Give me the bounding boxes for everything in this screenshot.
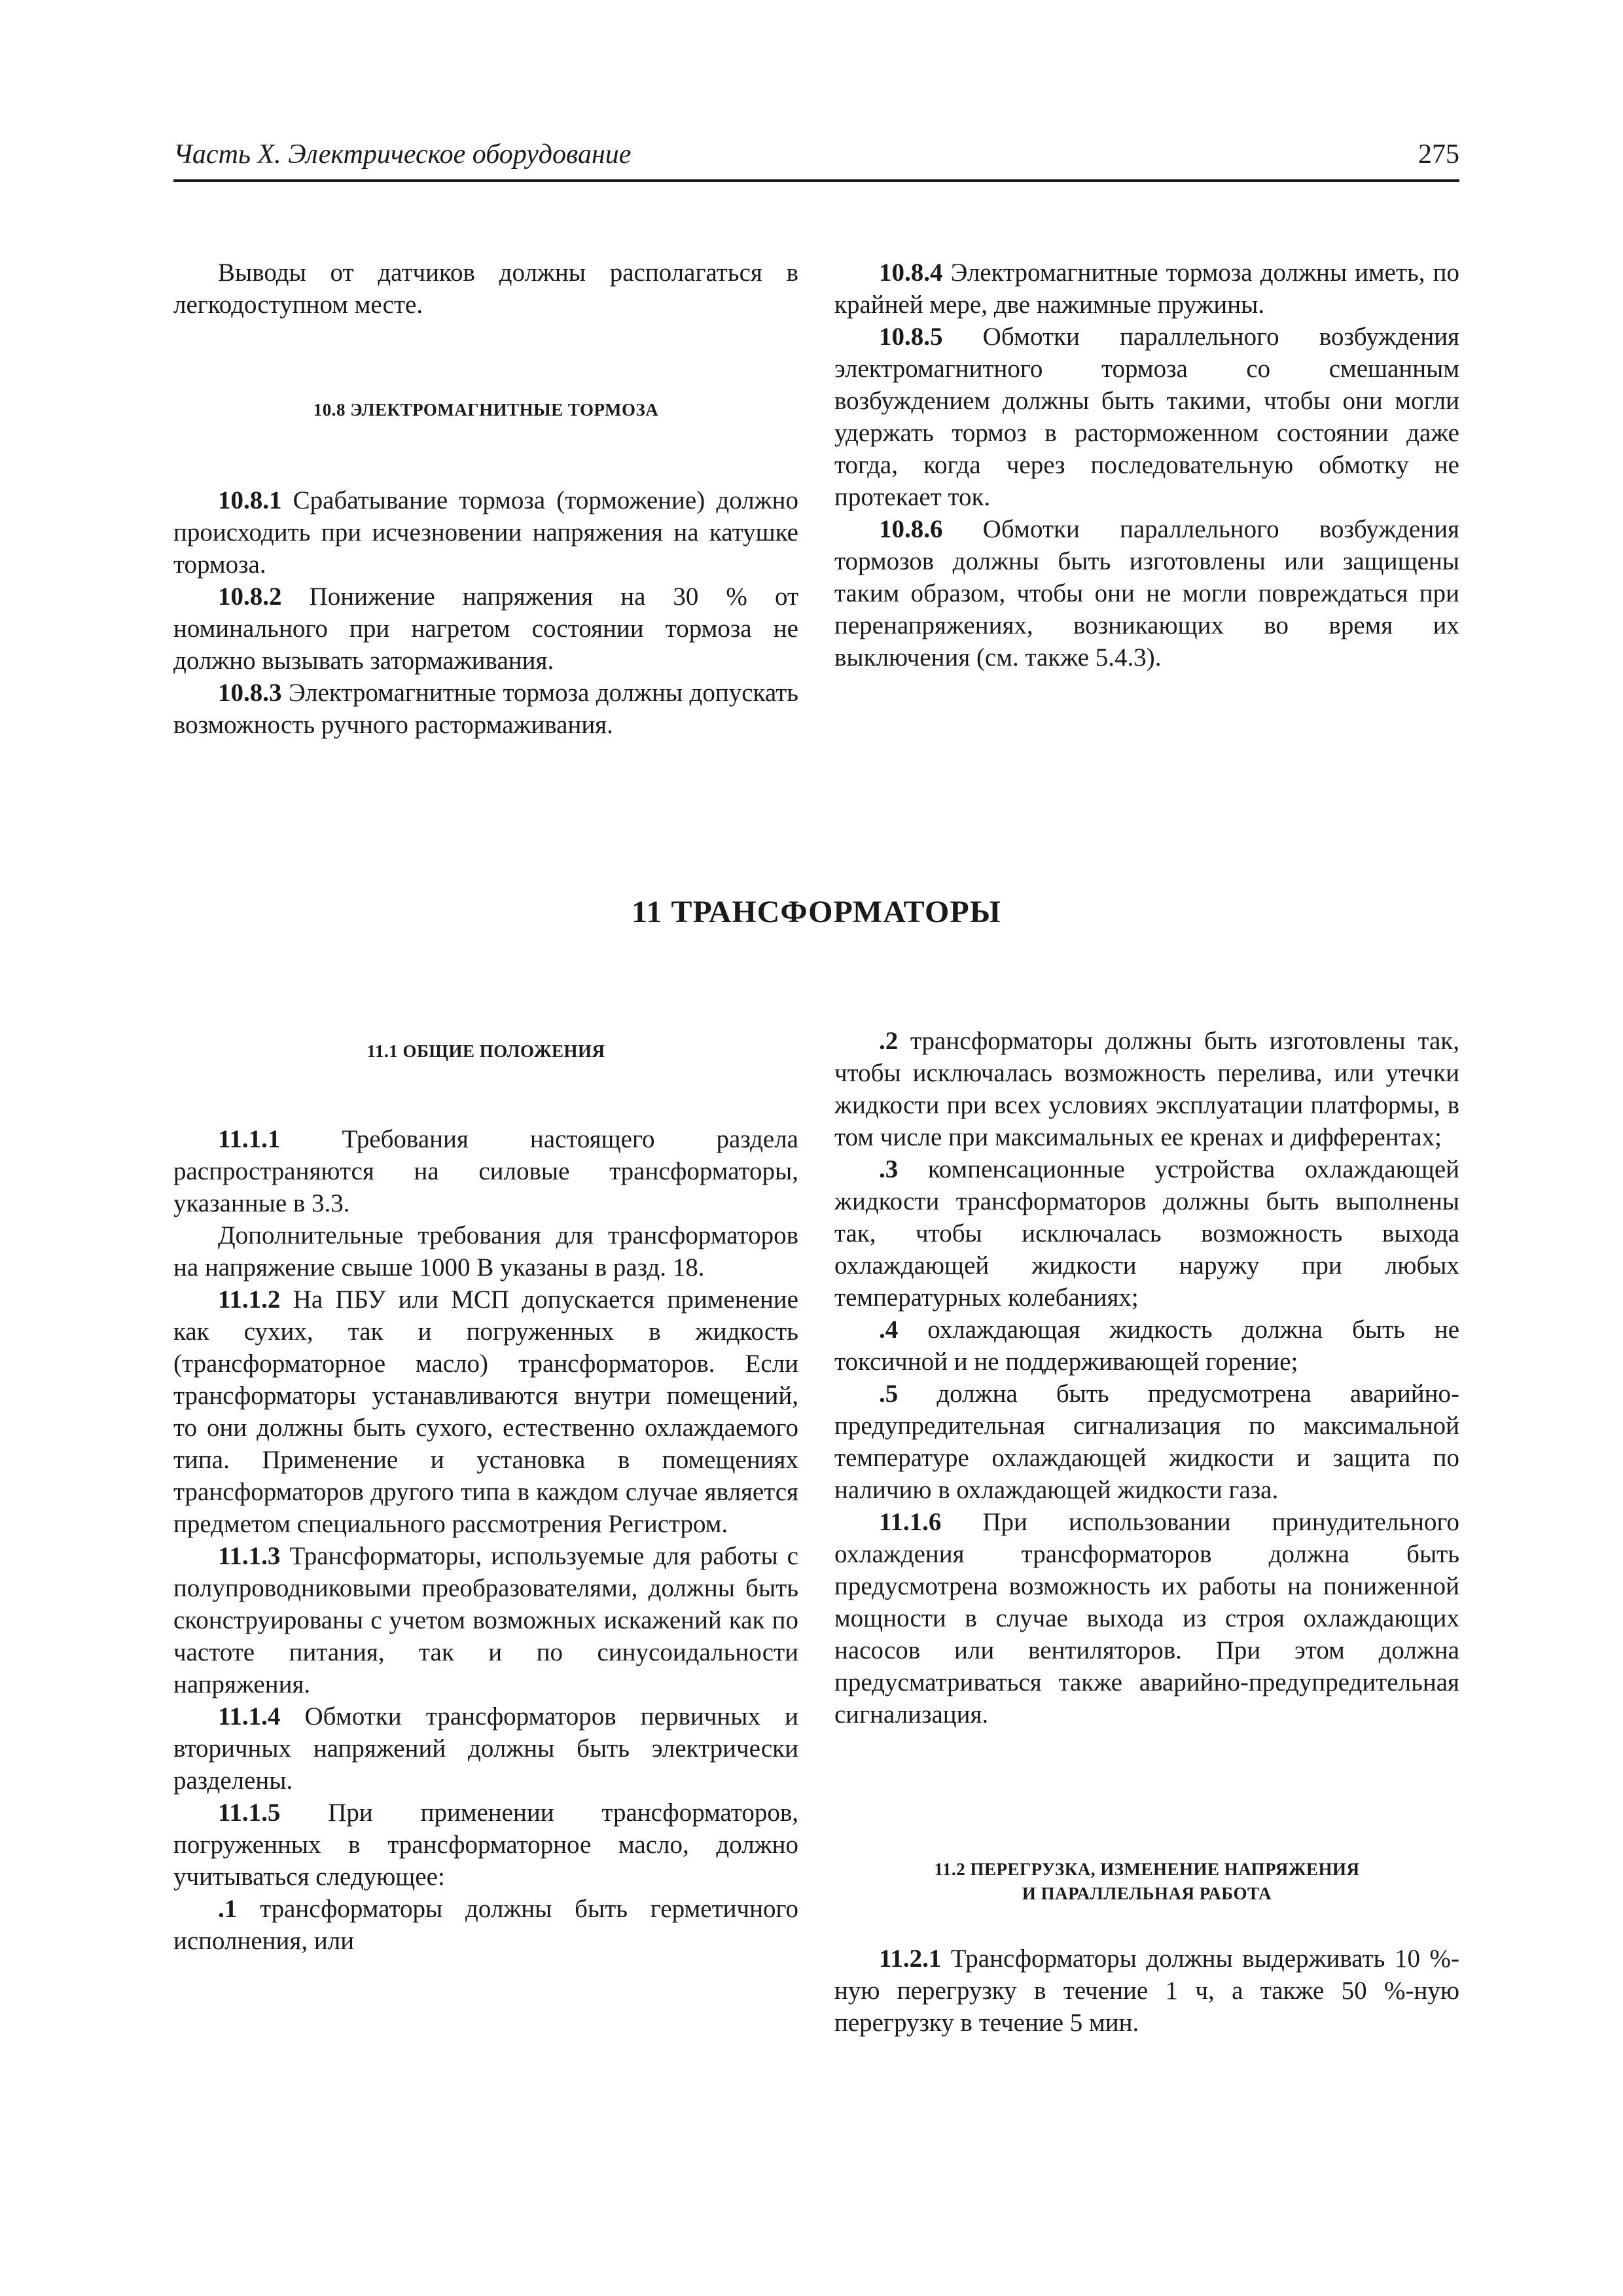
clause-10-8-3 xyxy=(173,677,798,741)
section-title: 11 ТРАНСФОРМАТОРЫ xyxy=(632,895,1001,929)
list-item-5 xyxy=(834,1378,1459,1506)
list-item-2 xyxy=(834,1025,1459,1153)
clause-text: Электромагнитные тормоза должны иметь, по крайней мере, две нажимные пружины. xyxy=(834,259,1460,319)
top-right-column xyxy=(834,257,1459,673)
clause-text: Срабатывание тормоза (торможение) должно происходить при исчезновении напряжения на катушке тормоза. xyxy=(173,486,798,579)
clause-number: 10.8.6 xyxy=(879,515,943,543)
intro-paragraph: Выводы от датчиков должны располагаться в легкодоступном месте. xyxy=(173,259,798,319)
clause-text: Электромагнитные тормоза должны допускать возможность ручного растормаживания. xyxy=(173,679,798,739)
header-rule xyxy=(173,179,1459,182)
clause-11-1-1 xyxy=(173,1123,798,1219)
clause-10-8-1 xyxy=(173,484,798,581)
clause-number: 11.1.3 xyxy=(218,1542,281,1570)
header-title: Часть X. Электрическое оборудование xyxy=(173,139,632,170)
clause-10-8-5 xyxy=(834,321,1459,513)
clause-10-8-4 xyxy=(834,257,1459,321)
clause-text: Понижение напряжения на 30 % от номинального при нагретом состоянии тормоза не должно вызывать затормаживания. xyxy=(173,583,798,675)
clause-11-1-4 xyxy=(173,1700,798,1797)
clause-text: Трансформаторы должны выдерживать 10 %-ную перегрузку в течение 1 ч, а также 50 %-ную перегрузку в течение 5 мин. xyxy=(834,1945,1459,2037)
subsection-heading-11-2 xyxy=(834,1857,1459,1906)
clause-11-1-2 xyxy=(173,1283,798,1540)
clause-text: Обмотки параллельного возбуждения тормозов должны быть изготовлены или защищены таким образом, чтобы они не могли повреждаться при перенапряжениях, возникающих во время их выключения (см. также 5.4.3). xyxy=(834,515,1460,672)
subsection-heading-10-8: 10.8 ЭЛЕКТРОМАГНИТНЫЕ ТОРМОЗА xyxy=(313,400,659,420)
list-number: .5 xyxy=(879,1380,899,1408)
clause-number: 11.1.2 xyxy=(218,1285,281,1314)
top-left-items xyxy=(173,484,798,741)
page-number: 275 xyxy=(1418,139,1459,170)
clause-number: 10.8.1 xyxy=(218,486,282,514)
clause-number: 11.1.4 xyxy=(218,1702,281,1731)
clause-11-1-5 xyxy=(173,1797,798,1893)
top-left-column xyxy=(173,257,798,321)
running-header xyxy=(173,139,1459,179)
list-text: должна быть предусмотрена аварийно-предупредительная сигнализация по максимальной температуре охлаждающей жидкости и защита по наличию в охлаждающей жидкости газа. xyxy=(834,1380,1459,1504)
clause-text: Трансформаторы, используемые для работы с полупроводниковыми преобразователями, должны быть сконструированы с учетом возможных искажений как по частоте питания, так и по синусоидальности напряжения. xyxy=(173,1542,798,1698)
subsection-heading-line-2: И ПАРАЛЛЕЛЬНАЯ РАБОТА xyxy=(1022,1884,1272,1903)
list-number: .4 xyxy=(879,1316,899,1344)
clause-number: 10.8.2 xyxy=(218,583,282,611)
clause-10-8-2 xyxy=(173,581,798,677)
bottom-right-column xyxy=(834,1025,1459,1731)
clause-text: Обмотки параллельного возбуждения электромагнитного тормоза со смешанным возбуждением должны быть такими, чтобы они могли удержать тормоз в расторможенном состоянии даже тогда, когда через последовательную обмотку не протекает ток. xyxy=(834,323,1460,511)
clause-number: 11.1.5 xyxy=(218,1799,281,1827)
list-number: .2 xyxy=(879,1027,899,1055)
clause-text: Обмотки трансформаторов первичных и вторичных напряжений должны быть электрически разделены. xyxy=(173,1702,798,1795)
clause-number: 10.8.4 xyxy=(879,259,943,287)
list-number: .1 xyxy=(218,1895,238,1923)
list-text: трансформаторы должны быть изготовлены так, чтобы исключалась возможность перелива, или утечки жидкости при всех условиях эксплуатации платформы, в том числе при максимальных ее кренах и дифферентах; xyxy=(834,1027,1460,1151)
list-item-3 xyxy=(834,1153,1459,1314)
clause-text: На ПБУ или МСП допускается применение как сухих, так и погруженных в жидкость (трансформаторное масло) трансформаторов. Если трансформаторы устанавливаются внутри помещений, то они должны быть сухого, естественно охлаждаемого типа. Применение и установка в помещениях трансформаторов другого типа в каждом случае является предметом специального рассмотрения Регистром. xyxy=(173,1285,798,1538)
clause-text: Требования настоящего раздела распространяются на силовые трансформаторы, указанные в 3.3. xyxy=(173,1125,798,1217)
clause-11-1-3 xyxy=(173,1540,798,1700)
clause-number: 10.8.3 xyxy=(218,679,282,707)
list-item-4 xyxy=(834,1314,1459,1378)
paragraph: Дополнительные требования для трансформаторов на напряжение свыше 1000 В указаны в разд. 18. xyxy=(173,1221,798,1282)
clause-number: 10.8.5 xyxy=(879,323,943,351)
subsection-heading-11-1: 11.1 ОБЩИЕ ПОЛОЖЕНИЯ xyxy=(366,1041,605,1061)
list-item-1 xyxy=(173,1893,798,1957)
list-text: трансформаторы должны быть герметичного исполнения, или xyxy=(173,1895,799,1955)
list-text: охлаждающая жидкость должна быть не токсичной и не поддерживающей горение; xyxy=(834,1316,1460,1376)
clause-text: При использовании принудительного охлаждения трансформаторов должна быть предусмотрена возможность их работы на пониженной мощности в случае выхода из строя охлаждающих насосов или вентиляторов. При этом должна предусматриваться также аварийно-предупредительная сигнализация. xyxy=(834,1508,1459,1729)
list-number: .3 xyxy=(879,1155,899,1183)
clause-11-2-1 xyxy=(834,1943,1459,2039)
subsection-heading-line-1: 11.2 ПЕРЕГРУЗКА, ИЗМЕНЕНИЕ НАПРЯЖЕНИЯ xyxy=(934,1859,1360,1879)
clause-11-1-6 xyxy=(834,1506,1459,1731)
clause-text: При применении трансформаторов, погруженных в трансформаторное масло, должно учитываться следующее: xyxy=(173,1799,799,1891)
clause-number: 11.1.1 xyxy=(218,1125,281,1153)
bottom-right-column-tail xyxy=(834,1943,1459,2039)
clause-10-8-6 xyxy=(834,513,1459,673)
list-text: компенсационные устройства охлаждающей жидкости трансформаторов должны быть выполнены так, чтобы исключалась возможность выхода охлаждающей жидкости наружу при любых температурных колебаниях; xyxy=(834,1155,1459,1312)
clause-number: 11.1.6 xyxy=(879,1508,942,1536)
clause-number: 11.2.1 xyxy=(879,1945,942,1973)
bottom-left-column xyxy=(173,1123,798,1957)
